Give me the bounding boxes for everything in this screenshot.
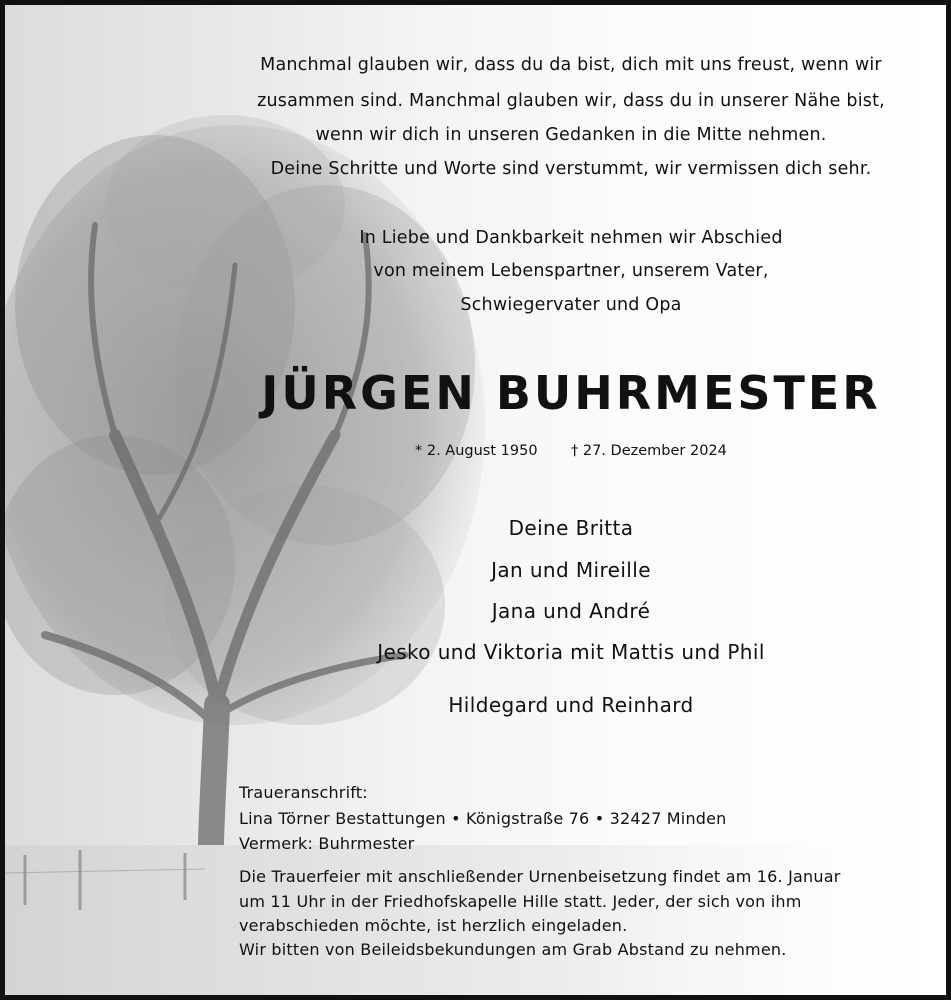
address-line: Lina Törner Bestattungen • Königstraße 76 • 32427 Minden bbox=[239, 809, 727, 828]
birth-date: * 2. August 1950 bbox=[415, 443, 538, 459]
death-date: † 27. Dezember 2024 bbox=[571, 443, 727, 459]
address-heading: Traueranschrift: bbox=[239, 783, 368, 802]
address-note: Vermerk: Buhrmester bbox=[239, 834, 415, 853]
farewell-line: In Liebe und Dankbarkeit nehmen wir Abschied bbox=[359, 228, 783, 248]
deceased-name: JÜRGEN BUHRMESTER bbox=[261, 366, 881, 420]
poem-line: zusammen sind. Manchmal glauben wir, dass du in unserer Nähe bist, bbox=[257, 91, 885, 111]
misty-tree-photo bbox=[5, 5, 946, 995]
mourner-line: Jan und Mireille bbox=[491, 558, 651, 582]
ceremony-line: um 11 Uhr in der Friedhofskapelle Hille statt. Jeder, der sich von ihm bbox=[239, 892, 802, 911]
mourner-line: Deine Britta bbox=[508, 516, 634, 540]
farewell-line: Schwiegervater und Opa bbox=[460, 295, 682, 315]
poem-line: wenn wir dich in unseren Gedanken in die Mitte nehmen. bbox=[315, 125, 827, 145]
ceremony-line: Die Trauerfeier mit anschließender Urnenbeisetzung findet am 16. Januar bbox=[239, 867, 841, 886]
ceremony-line: Wir bitten von Beileidsbekundungen am Grab Abstand zu nehmen. bbox=[239, 940, 787, 959]
ceremony-line: verabschieden möchte, ist herzlich eingeladen. bbox=[239, 916, 628, 935]
farewell-line: von meinem Lebenspartner, unserem Vater, bbox=[373, 261, 769, 281]
mourner-line: Hildegard und Reinhard bbox=[448, 693, 694, 717]
poem-line: Deine Schritte und Worte sind verstummt, wir vermissen dich sehr. bbox=[270, 159, 872, 179]
mourner-line: Jana und André bbox=[491, 599, 651, 623]
poem-line: Manchmal glauben wir, dass du da bist, dich mit uns freust, wenn wir bbox=[260, 55, 882, 75]
mourner-line: Jesko und Viktoria mit Mattis und Phil bbox=[377, 640, 765, 664]
